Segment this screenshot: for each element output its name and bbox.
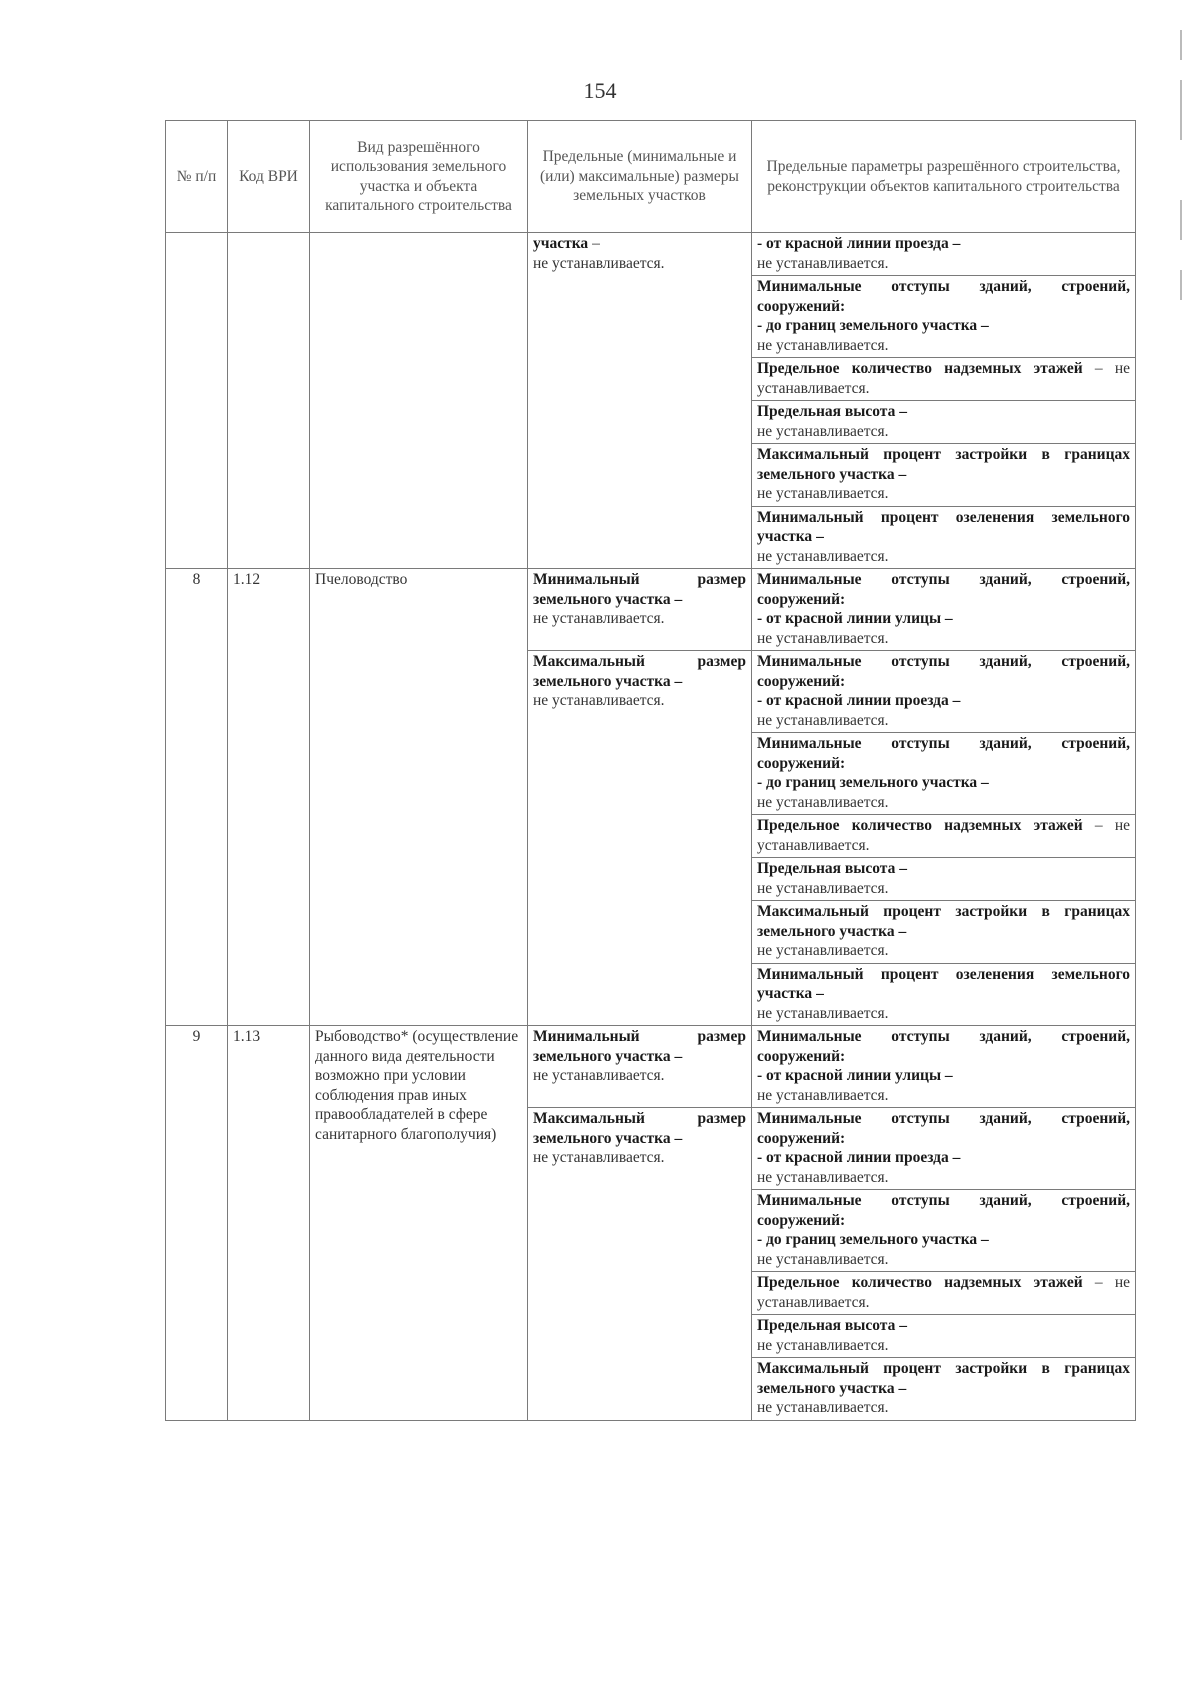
min-size-cell: Минимальный размер земельного участка – не устанавливается. (528, 569, 752, 651)
header-sizes: Предельные (минимальные и (или) максимальные) размеры земельных участков (528, 121, 752, 233)
param-setback-border: Минимальные отступы зданий, строений, сооружений: - до границ земельного участка – не устанавливается. (752, 276, 1136, 358)
scan-edge-mark (1180, 270, 1182, 300)
param-height: Предельная высота – не устанавливается. (752, 858, 1136, 901)
param-floors: Предельное количество надземных этажей – не устанавливается. (752, 815, 1136, 858)
min-size-cell: Минимальный размер земельного участка – не устанавливается. (528, 1026, 752, 1108)
row-num: 8 (166, 569, 228, 1026)
param-build-pct: Максимальный процент застройки в границах земельного участка – не устанавливается. (752, 444, 1136, 507)
param-setback-street: Минимальные отступы зданий, строений, сооружений: - от красной линии улицы – не устанавливается. (752, 569, 1136, 651)
header-num: № п/п (166, 121, 228, 233)
page-number: 154 (583, 78, 617, 103)
param-height: Предельная высота – не устанавливается. (752, 401, 1136, 444)
param-setback-passage: Минимальные отступы зданий, строений, сооружений: - от красной линии проезда – не устанавливается. (752, 651, 1136, 733)
param-floors: Предельное количество надземных этажей – не устанавливается. (752, 358, 1136, 401)
row-name: Пчеловодство (310, 569, 528, 1026)
scan-edge-mark (1180, 200, 1182, 240)
param-setback-border: Минимальные отступы зданий, строений, сооружений: - до границ земельного участка – не устанавливается. (752, 1190, 1136, 1272)
row-code: 1.13 (228, 1026, 310, 1421)
table-header-row (166, 121, 1136, 233)
param-setback-border: Минимальные отступы зданий, строений, сооружений: - до границ земельного участка – не устанавливается. (752, 733, 1136, 815)
table-row (166, 233, 1136, 276)
param-setback-street: Минимальные отступы зданий, строений, сооружений: - от красной линии улицы – не устанавливается. (752, 1026, 1136, 1108)
table-row (166, 569, 1136, 651)
row-name: Рыбоводство* (осуществление данного вида деятельности возможно при условии соблюдения прав иных правообладателей в сфере санитарного благополучия) (310, 1026, 528, 1421)
param-height: Предельная высота – не устанавливается. (752, 1315, 1136, 1358)
max-size-cell: Максимальный размер земельного участка – не устанавливается. (528, 651, 752, 1026)
cont-code-cell (228, 233, 310, 569)
param-floors: Предельное количество надземных этажей – не устанавливается. (752, 1272, 1136, 1315)
param-setback-passage: - от красной линии проезда – не устанавливается. (752, 233, 1136, 276)
header-params: Предельные параметры разрешённого строительства, реконструкции объектов капитального строительства (752, 121, 1136, 233)
header-type: Вид разрешённого использования земельного участка и объекта капитального строительства (310, 121, 528, 233)
scan-edge-mark (1180, 80, 1182, 140)
row-code: 1.12 (228, 569, 310, 1026)
row-num: 9 (166, 1026, 228, 1421)
param-green-pct: Минимальный процент озеленения земельного участка – не устанавливается. (752, 506, 1136, 569)
param-setback-passage: Минимальные отступы зданий, строений, сооружений: - от красной линии проезда – не устанавливается. (752, 1108, 1136, 1190)
param-build-pct: Максимальный процент застройки в границах земельного участка – не устанавливается. (752, 901, 1136, 964)
land-use-parameters-table (165, 120, 1136, 1421)
param-green-pct: Минимальный процент озеленения земельного участка – не устанавливается. (752, 963, 1136, 1026)
table-row (166, 1026, 1136, 1108)
header-code: Код ВРИ (228, 121, 310, 233)
cont-num-cell (166, 233, 228, 569)
cont-name-cell (310, 233, 528, 569)
param-build-pct: Максимальный процент застройки в границах земельного участка – не устанавливается. (752, 1358, 1136, 1421)
scan-edge-mark (1180, 30, 1182, 60)
cont-size-cell: участка – не устанавливается. (528, 233, 752, 569)
max-size-cell: Максимальный размер земельного участка – не устанавливается. (528, 1108, 752, 1421)
